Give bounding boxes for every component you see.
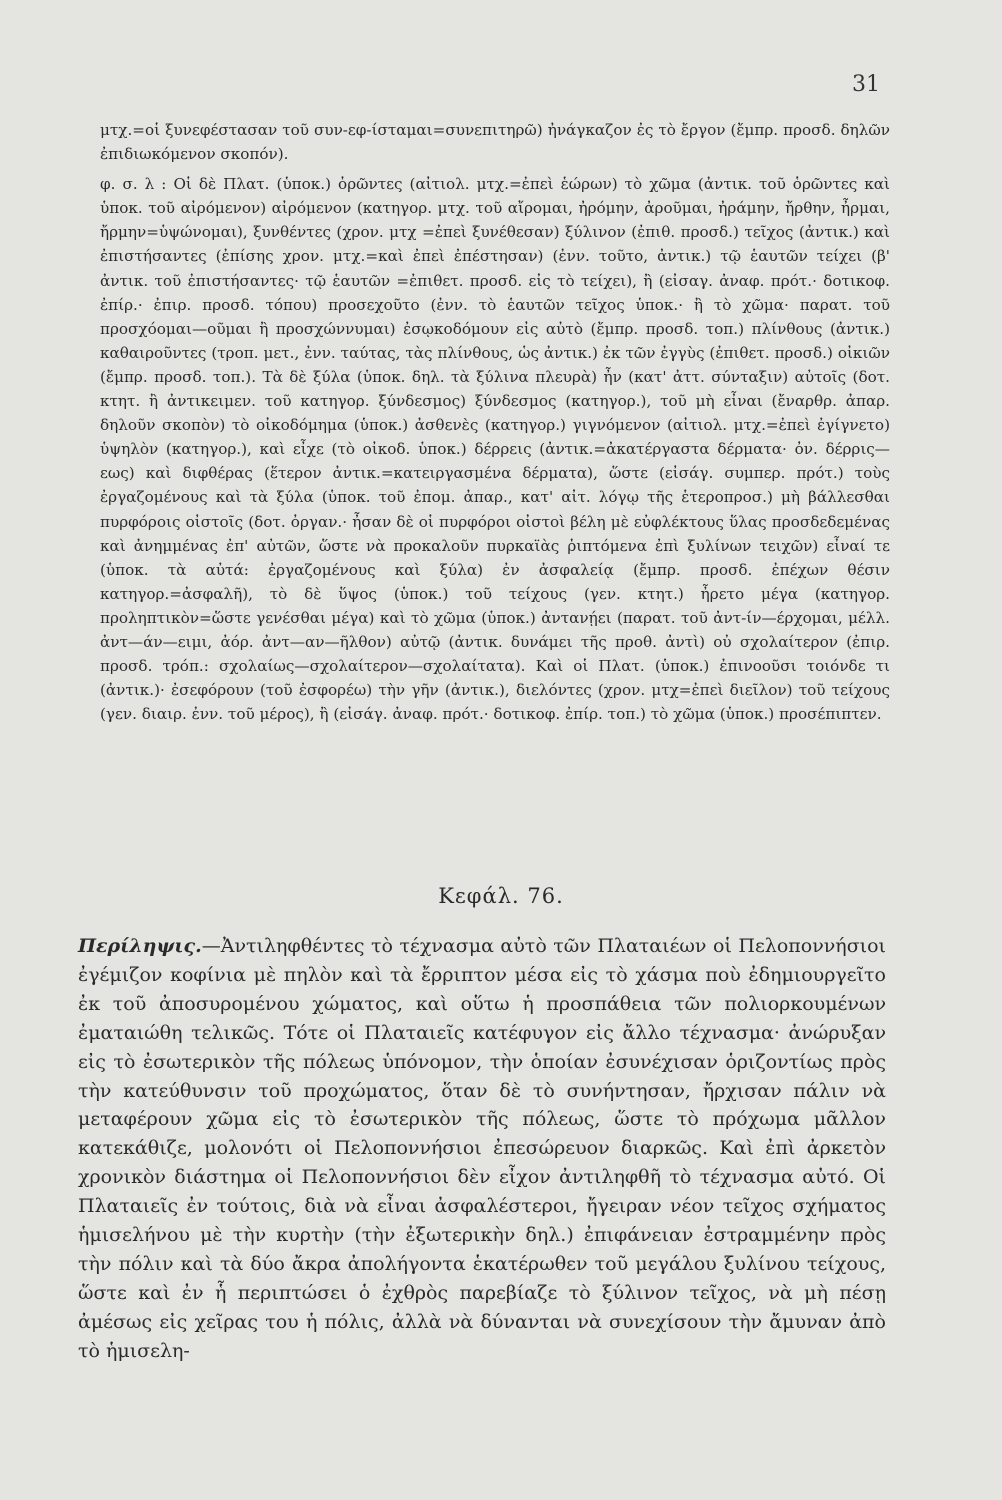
page-number: 31 (852, 72, 880, 97)
chapter-heading: Κεφάλ. 76. (438, 884, 564, 908)
commentary-block (100, 118, 890, 726)
summary-text: Ἀντιληφθέντες τὸ τέχνασμα αὐτὸ τῶν Πλαταιέων οἱ Πελοποννήσιοι ἐγέμιζον κοφίνια μὲ πηλὸν καὶ τὰ ἔρριπτον μέσα εἰς τὸ χάσμα ποὺ ἐδημιουργεῖτο ἐκ τοῦ ἀποσυρομένου χώματος, καὶ οὕτω ἡ προσπάθεια τῶν πολιορκουμένων ἐματαιώθη τελικῶς. Τότε οἱ Πλαταιεῖς κατέφυγον εἰς ἄλλο τέχνασμα· ἀνώρυξαν εἰς τὸ ἐσωτερικὸν τῆς πόλεως ὑπόνομον, τὴν ὁποίαν ἐσυνέχισαν ὁριζοντίως πρὸς τὴν κατεύθυνσιν τοῦ προχώματος, ὅταν δὲ τὸ συνήντησαν, ἤρχισαν πάλιν νὰ μεταφέρουν χῶμα εἰς τὸ ἐσωτερικὸν τῆς πόλεως, ὥστε τὸ πρόχωμα μᾶλλον κατεκάθιζε, μολονότι οἱ Πελοποννήσιοι ἐπεσώρευον διαρκῶς. Καὶ ἐπὶ ἀρκετὸν χρονικὸν διάστημα οἱ Πελοποννήσιοι δὲν εἶχον ἀντιληφθῆ τὸ τέχνασμα αὐτό. Οἱ Πλαταιεῖς ἐν τούτοις, διὰ νὰ εἶναι ἀσφαλέστεροι, ἤγειραν νέον τεῖχος σχήματος ἡμισελήνου μὲ τὴν κυρτὴν (τὴν ἐξωτερικὴν δηλ.) ἐπιφάνειαν ἐστραμμένην πρὸς τὴν πόλιν καὶ τὰ δύο ἄκρα ἀπολήγοντα ἑκατέρωθεν τοῦ μεγάλου ξυλίνου τείχους, ὥστε καὶ ἐν ἧ περιπτώσει ὁ ἐχθρὸς παρεβίαζε τὸ ξύλινον τεῖχος, νὰ μὴ πέσῃ ἀμέσως εἰς χεῖρας του ἡ πόλις, ἀλλὰ νὰ δύνανται νὰ συνεχίσουν τὴν ἄμυναν ἀπὸ τὸ ἡμισελη- (78, 935, 886, 1362)
summary-block (78, 932, 886, 1366)
summary-paragraph (78, 932, 886, 1366)
summary-dash: — (201, 935, 221, 957)
summary-label: Περίληψις. (78, 935, 202, 957)
commentary-paragraph-1: μτχ.=οἱ ξυνεφέστασαν τοῦ συν-εφ-ίσταμαι=συνεπιτηρῶ) ἠνάγκαζον ἐς τὸ ἔργον (ἔμπρ. προσδ. δηλῶν ἐπιδιωκόμενον σκοπόν). (100, 121, 890, 164)
commentary-paragraph-2: φ. σ. λ : Οἱ δὲ Πλατ. (ὑποκ.) ὁρῶντες (αἰτιολ. μτχ.=ἐπεὶ ἑώρων) τὸ χῶμα (ἀντικ. τοῦ ὁρῶντες καὶ ὑποκ. τοῦ αἰρόμενον) αἰρόμενον (κατηγορ. μτχ. τοῦ αἴρομαι, ἠρόμην, ἀροῦμαι, ἠράμην, ἤρθην, ἦρμαι, ἤρμην=ὑψώνομαι), ξυνθέντες (χρον. μτχ =ἐπεὶ ξυνέθεσαν) ξύλινον (ἐπιθ. προσδ.) τεῖχος (ἀντικ.) καὶ ἐπιστήσαντες (ἐπίσης χρον. μτχ.=καὶ ἐπεὶ ἐπέστησαν) (ἐνν. τοῦτο, ἀντικ.) τῷ ἑαυτῶν τείχει (β' ἀντικ. τοῦ ἐπιστήσαντες· τῷ ἑαυτῶν =ἐπιθετ. προσδ. εἰς τὸ τείχει), ἢ (εἰσαγ. ἀναφ. πρότ.· δοτικοφ. ἐπίρ.· ἐπιρ. προσδ. τόπου) προσεχοῦτο (ἐνν. τὸ ἑαυτῶν τεῖχος ὑποκ.· ἢ τὸ χῶμα· παρατ. τοῦ προσχόομαι—οῦμαι ἢ προσχώννυμαι) ἐσῳκοδόμουν εἰς αὐτὸ (ἔμπρ. προσδ. τοπ.) πλίνθους (ἀντικ.) καθαιροῦντες (τροπ. μετ., ἐνν. ταύτας, τὰς πλίνθους, ὡς ἀντικ.) ἐκ τῶν ἐγγὺς (ἐπιθετ. προσδ.) οἰκιῶν (ἔμπρ. προσδ. τοπ.). Τὰ δὲ ξύλα (ὑποκ. δηλ. τὰ ξύλινα πλευρὰ) ἦν (κατ' ἀττ. σύνταξιν) αὐτοῖς (δοτ. κτητ. ἢ ἀντικειμεν. τοῦ κατηγορ. ξύνδεσμος) ξύνδεσμος (κατηγορ.), τοῦ μὴ εἶναι (ἔναρθρ. ἀπαρ. δηλοῦν σκοπὸν) τὸ οἰκοδόμημα (ὑποκ.) ἀσθενὲς (κατηγορ.) γιγνόμενον (αἰτιολ. μτχ.=ἐπεὶ ἐγίγνετο) ὑψηλὸν (κατηγορ.), καὶ εἶχε (τὸ οἰκοδ. ὑποκ.) δέρρεις (ἀντικ.=ἀκατέργαστα δέρματα· ὀν. δέρρις—εως) καὶ διφθέρας (ἕτερον ἀντικ.=κατειργασμένα δέρματα), ὥστε (εἰσάγ. συμπερ. πρότ.) τοὺς ἐργαζομένους καὶ τὰ ξύλα (ὑποκ. τοῦ ἐπομ. ἀπαρ., κατ' αἰτ. λόγῳ τῆς ἑτεροπροσ.) μὴ βάλλεσθαι πυρφόροις οἰστοῖς (δοτ. ὀργαν.· ἦσαν δὲ οἱ πυρφόροι οἰστοὶ βέλη μὲ εὐφλέκτους ὕλας προσδεδεμένας καὶ ἀνημμένας ἐπ' αὐτῶν, ὥστε νὰ προκαλοῦν πυρκαϊὰς ῥιπτόμενα ἐπὶ ξυλίνων τειχῶν) εἶναί τε (ὑποκ. τὰ αὐτά: ἐργαζομένους καὶ ξύλα) ἐν ἀσφαλείᾳ (ἔμπρ. προσδ. ἐπέχων θέσιν κατηγορ.=ἀσφαλῆ), τὸ δὲ ὕψος (ὑποκ.) τοῦ τείχους (γεν. κτητ.) ἦρετο μέγα (κατηγορ. προληπτικὸν=ὥστε γενέσθαι μέγα) καὶ τὸ χῶμα (ὑποκ.) ἀντανῄει (παρατ. τοῦ ἀντ-ίν—έρχομαι, μέλλ. ἀντ—άν—ειμι, ἀόρ. ἀντ—αν—ῆλθον) αὐτῷ (ἀντικ. δυνάμει τῆς προθ. ἀντὶ) οὐ σχολαίτερον (ἐπιρ. προσδ. τρόπ.: σχολαίως—σχολαίτερον—σχολαίτατα). Καὶ οἱ Πλατ. (ὑποκ.) ἐπινοοῦσι τοιόνδε τι (ἀντικ.)· ἐσεφόρουν (τοῦ ἐσφορέω) τὴν γῆν (ἀντικ.), διελόντες (χρον. μτχ=ἐπεὶ διεῖλον) τοῦ τείχους (γεν. διαιρ. ἐνν. τοῦ μέρος), ἢ (εἰσάγ. ἀναφ. πρότ.· δοτικοφ. ἐπίρ. τοπ.) τὸ χῶμα (ὑποκ.) προσέπιπτεν. (100, 175, 890, 724)
